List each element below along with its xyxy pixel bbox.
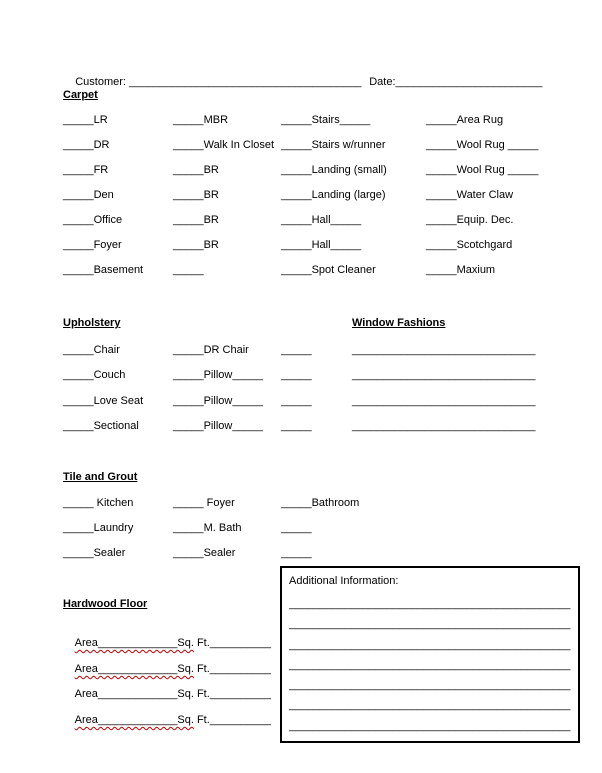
carpet-item-stairs[interactable]: _____Stairs_____	[281, 114, 371, 126]
carpet-item-equip-dec[interactable]: _____Equip. Dec.	[426, 214, 514, 226]
additional-info-label: Additional Information:	[289, 575, 399, 587]
carpet-item-lr[interactable]: _____LR	[63, 114, 108, 126]
additional-info-line[interactable]: ______________________________________________	[289, 598, 571, 610]
tile-item-blank[interactable]: _____	[281, 522, 312, 534]
carpet-item-landing-small[interactable]: _____Landing (small)	[281, 164, 387, 176]
upholstery-item-pillow[interactable]: _____Pillow_____	[173, 395, 263, 407]
upholstery-item-love-seat[interactable]: _____Love Seat	[63, 395, 144, 407]
tile-item-kitchen[interactable]: _____ Kitchen	[63, 497, 134, 509]
customer-field	[63, 63, 362, 102]
carpet-item-dr[interactable]: _____DR	[63, 139, 110, 151]
window-fashions-line[interactable]: ______________________________	[352, 369, 536, 381]
customer-blank[interactable]: ______________________________________	[129, 76, 362, 88]
hardwood-heading: Hardwood Floor	[63, 598, 148, 610]
carpet-item-mbr[interactable]: _____MBR	[173, 114, 229, 126]
carpet-item-landing-large[interactable]: _____Landing (large)	[281, 189, 386, 201]
hardwood-sqft-blank[interactable]: Ft.__________	[193, 688, 271, 700]
carpet-row	[0, 239, 602, 253]
tile-grout-heading: Tile and Grout	[63, 471, 138, 483]
upholstery-item-blank[interactable]: _____	[281, 395, 312, 407]
upholstery-item-blank[interactable]: _____	[281, 344, 312, 356]
additional-info-line[interactable]: ______________________________________________	[289, 638, 571, 651]
upholstery-item-chair[interactable]: _____Chair	[63, 344, 120, 356]
date-field	[357, 63, 542, 102]
carpet-item-area-rug[interactable]: _____Area Rug	[426, 114, 504, 126]
tile-grout-row	[0, 522, 602, 536]
tile-item-sealer[interactable]: _____Sealer	[173, 547, 236, 559]
additional-info-line[interactable]: ______________________________________________	[289, 699, 571, 712]
tile-item-bathroom[interactable]: _____Bathroom	[281, 497, 360, 509]
hardwood-sqft-blank[interactable]: Ft.__________	[193, 663, 271, 675]
hardwood-row[interactable]	[63, 701, 271, 740]
date-blank[interactable]: ________________________	[395, 76, 543, 88]
carpet-row	[0, 139, 602, 153]
carpet-row	[0, 189, 602, 203]
carpet-item-water-claw[interactable]: _____Water Claw	[426, 189, 514, 201]
tile-item-sealer[interactable]: _____Sealer	[63, 547, 126, 559]
carpet-row	[0, 264, 602, 278]
carpet-item-wool-rug[interactable]: _____Wool Rug _____	[426, 164, 539, 176]
hardwood-area-blank[interactable]: Area_____________Sq.	[74, 663, 194, 675]
carpet-item-stairs-runner[interactable]: _____Stairs w/runner	[281, 139, 386, 151]
additional-info-box	[280, 566, 580, 743]
upholstery-heading: Upholstery	[63, 317, 121, 329]
tile-grout-row	[0, 547, 602, 561]
carpet-item-hall[interactable]: _____Hall_____	[281, 239, 362, 251]
additional-info-line[interactable]: ______________________________________________	[289, 679, 571, 692]
carpet-item-fr[interactable]: _____FR	[63, 164, 109, 176]
carpet-item-maxium[interactable]: _____Maxium	[426, 264, 496, 276]
carpet-item-den[interactable]: _____Den	[63, 189, 114, 201]
tile-item-blank[interactable]: _____	[281, 547, 312, 559]
carpet-row	[0, 164, 602, 178]
upholstery-item-sectional[interactable]: _____Sectional	[63, 420, 139, 432]
customer-label: Customer:	[75, 76, 130, 88]
tile-item-laundry[interactable]: _____Laundry	[63, 522, 134, 534]
date-label: Date:	[369, 76, 396, 88]
upholstery-item-blank[interactable]: _____	[281, 420, 312, 432]
carpet-item-foyer[interactable]: _____Foyer	[63, 239, 122, 251]
upholstery-item-pillow[interactable]: _____Pillow_____	[173, 420, 263, 432]
carpet-item-wool-rug[interactable]: _____Wool Rug _____	[426, 139, 539, 151]
window-fashions-line[interactable]: ______________________________	[352, 344, 536, 356]
carpet-item-office[interactable]: _____Office	[63, 214, 123, 226]
carpet-heading: Carpet	[63, 89, 98, 101]
additional-info-line[interactable]: ______________________________________________	[289, 719, 571, 732]
carpet-item-br[interactable]: _____BR	[173, 164, 219, 176]
window-fashions-line[interactable]: ______________________________	[352, 420, 536, 432]
hardwood-sqft-blank[interactable]: Ft.__________	[193, 637, 271, 649]
carpet-item-basement[interactable]: _____Basement	[63, 264, 144, 276]
additional-info-lines	[289, 594, 571, 736]
hardwood-area-blank[interactable]: Area_____________Sq.	[74, 637, 194, 649]
tile-item-foyer[interactable]: _____ Foyer	[173, 497, 235, 509]
carpet-row	[0, 114, 602, 128]
window-fashions-heading: Window Fashions	[352, 317, 446, 329]
hardwood-area-blank[interactable]: Area_____________Sq.	[74, 714, 194, 726]
carpet-item-spot-cleaner[interactable]: _____Spot Cleaner	[281, 264, 376, 276]
hardwood-sqft-blank[interactable]: Ft.__________	[193, 714, 271, 726]
additional-info-line[interactable]: ______________________________________________	[289, 658, 571, 671]
window-fashions-line[interactable]: ______________________________	[352, 395, 536, 407]
additional-info-line[interactable]: ______________________________________________	[289, 618, 571, 631]
upholstery-item-blank[interactable]: _____	[281, 369, 312, 381]
carpet-item-scotchgard[interactable]: _____Scotchgard	[426, 239, 513, 251]
carpet-row	[0, 214, 602, 228]
upholstery-item-dr-chair[interactable]: _____DR Chair	[173, 344, 249, 356]
carpet-item-blank[interactable]: _____	[173, 264, 204, 276]
carpet-item-walk-in-closet[interactable]: _____Walk In Closet	[173, 139, 275, 151]
carpet-item-br[interactable]: _____BR	[173, 239, 219, 251]
carpet-item-hall[interactable]: _____Hall_____	[281, 214, 362, 226]
upholstery-item-pillow[interactable]: _____Pillow_____	[173, 369, 263, 381]
carpet-item-br[interactable]: _____BR	[173, 189, 219, 201]
hardwood-area-blank[interactable]: Area_____________Sq.	[74, 688, 194, 700]
upholstery-item-couch[interactable]: _____Couch	[63, 369, 126, 381]
tile-item-m-bath[interactable]: _____M. Bath	[173, 522, 242, 534]
carpet-item-br[interactable]: _____BR	[173, 214, 219, 226]
tile-grout-row	[0, 497, 602, 511]
